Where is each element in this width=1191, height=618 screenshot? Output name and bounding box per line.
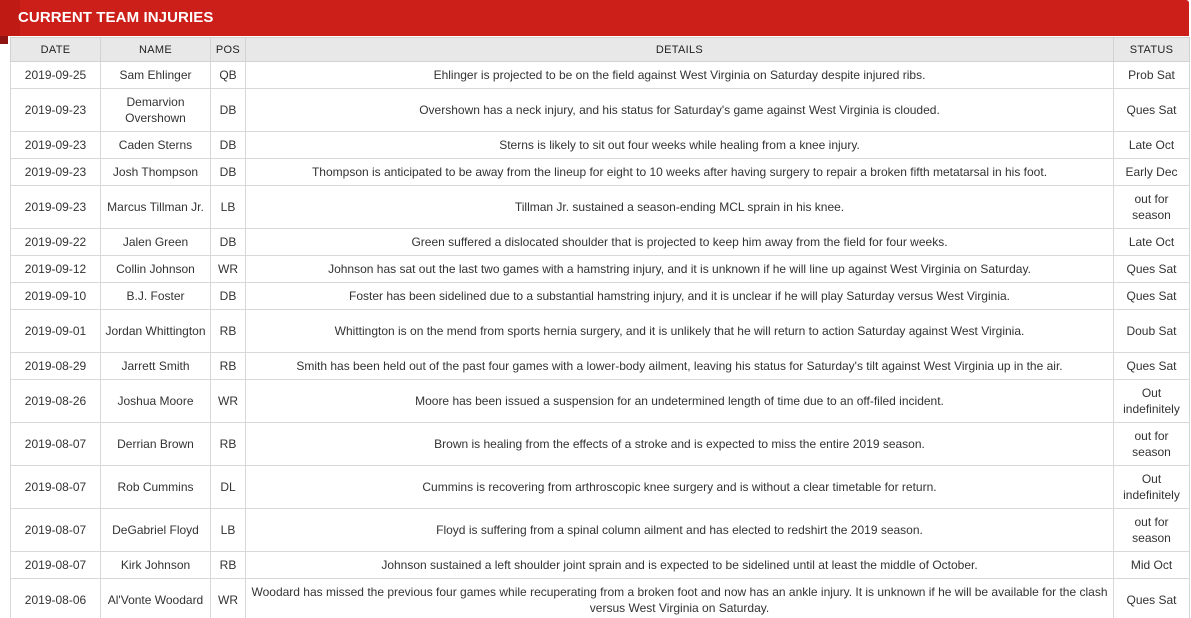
- row-player-name[interactable]: Caden Sterns: [101, 132, 211, 159]
- row-date: 2019-09-23: [11, 132, 101, 159]
- row-status: out for season: [1114, 509, 1190, 552]
- table-row: [11, 62, 1190, 89]
- row-player-name[interactable]: Sam Ehlinger: [101, 62, 211, 89]
- row-details: Green suffered a dislocated shoulder that is projected to keep him away from the field for four weeks.: [246, 229, 1114, 256]
- row-position: LB: [211, 186, 246, 229]
- row-status: Ques Sat: [1114, 256, 1190, 283]
- row-position: WR: [211, 380, 246, 423]
- column-header-details[interactable]: DETAILS: [246, 38, 1114, 62]
- table-row: [11, 186, 1190, 229]
- row-details: Woodard has missed the previous four games while recuperating from a broken foot and now has an ankle injury. It is unknown if he will be available for the clash versus West Virginia on Saturday.: [246, 579, 1114, 618]
- row-status: Ques Sat: [1114, 283, 1190, 310]
- row-player-name[interactable]: Jordan Whittington: [101, 310, 211, 353]
- row-details: Johnson sustained a left shoulder joint sprain and is expected to be sidelined until at least the middle of October.: [246, 552, 1114, 579]
- table-row: [11, 229, 1190, 256]
- row-player-name[interactable]: Kirk Johnson: [101, 552, 211, 579]
- row-player-name[interactable]: B.J. Foster: [101, 283, 211, 310]
- row-date: 2019-09-10: [11, 283, 101, 310]
- row-position: RB: [211, 552, 246, 579]
- row-position: DB: [211, 132, 246, 159]
- table-row: [11, 89, 1190, 132]
- injuries-table: [10, 37, 1190, 618]
- table-row: [11, 552, 1190, 579]
- row-date: 2019-09-23: [11, 89, 101, 132]
- row-position: LB: [211, 509, 246, 552]
- row-details: Johnson has sat out the last two games with a hamstring injury, and it is unknown if he will line up against West Virginia on Saturday.: [246, 256, 1114, 283]
- row-position: DB: [211, 229, 246, 256]
- table-row: [11, 310, 1190, 353]
- row-position: RB: [211, 353, 246, 380]
- column-header-status[interactable]: STATUS: [1114, 38, 1190, 62]
- panel-banner: [0, 0, 1189, 36]
- table-row: [11, 466, 1190, 509]
- row-details: Cummins is recovering from arthroscopic knee surgery and is without a clear timetable for return.: [246, 466, 1114, 509]
- row-status: Ques Sat: [1114, 353, 1190, 380]
- row-position: WR: [211, 579, 246, 618]
- row-status: Ques Sat: [1114, 579, 1190, 618]
- row-player-name[interactable]: Rob Cummins: [101, 466, 211, 509]
- row-date: 2019-08-07: [11, 423, 101, 466]
- banner-notch: [0, 36, 8, 44]
- row-details: Sterns is likely to sit out four weeks while healing from a knee injury.: [246, 132, 1114, 159]
- row-status: out for season: [1114, 186, 1190, 229]
- table-row: [11, 509, 1190, 552]
- row-player-name[interactable]: Josh Thompson: [101, 159, 211, 186]
- row-date: 2019-08-06: [11, 579, 101, 618]
- table-row: [11, 423, 1190, 466]
- row-status: Ques Sat: [1114, 89, 1190, 132]
- table-row: [11, 353, 1190, 380]
- row-position: DB: [211, 159, 246, 186]
- row-player-name[interactable]: Jalen Green: [101, 229, 211, 256]
- table-header-row: [11, 38, 1190, 62]
- row-status: Out indefinitely: [1114, 466, 1190, 509]
- row-player-name[interactable]: Derrian Brown: [101, 423, 211, 466]
- row-details: Ehlinger is projected to be on the field against West Virginia on Saturday despite injured ribs.: [246, 62, 1114, 89]
- row-status: Doub Sat: [1114, 310, 1190, 353]
- row-date: 2019-09-01: [11, 310, 101, 353]
- row-date: 2019-08-29: [11, 353, 101, 380]
- row-player-name[interactable]: Marcus Tillman Jr.: [101, 186, 211, 229]
- row-position: RB: [211, 423, 246, 466]
- row-status: Out indefinitely: [1114, 380, 1190, 423]
- row-date: 2019-08-07: [11, 466, 101, 509]
- row-date: 2019-09-23: [11, 186, 101, 229]
- row-details: Floyd is suffering from a spinal column ailment and has elected to redshirt the 2019 season.: [246, 509, 1114, 552]
- panel-title: CURRENT TEAM INJURIES: [18, 9, 214, 26]
- row-status: Mid Oct: [1114, 552, 1190, 579]
- row-player-name[interactable]: Demarvion Overshown: [101, 89, 211, 132]
- row-date: 2019-09-22: [11, 229, 101, 256]
- table-row: [11, 380, 1190, 423]
- row-details: Overshown has a neck injury, and his status for Saturday's game against West Virginia is clouded.: [246, 89, 1114, 132]
- row-position: DB: [211, 89, 246, 132]
- row-status: Early Dec: [1114, 159, 1190, 186]
- table-row: [11, 579, 1190, 618]
- table-row: [11, 256, 1190, 283]
- banner-tab: [0, 0, 20, 36]
- row-date: 2019-09-12: [11, 256, 101, 283]
- row-details: Brown is healing from the effects of a stroke and is expected to miss the entire 2019 season.: [246, 423, 1114, 466]
- row-details: Moore has been issued a suspension for an undetermined length of time due to an off-filed incident.: [246, 380, 1114, 423]
- row-status: Late Oct: [1114, 132, 1190, 159]
- table-row: [11, 283, 1190, 310]
- row-position: QB: [211, 62, 246, 89]
- column-header-name[interactable]: NAME: [101, 38, 211, 62]
- row-date: 2019-09-25: [11, 62, 101, 89]
- row-position: RB: [211, 310, 246, 353]
- row-status: Late Oct: [1114, 229, 1190, 256]
- column-header-date[interactable]: DATE: [11, 38, 101, 62]
- row-details: Smith has been held out of the past four games with a lower-body ailment, leaving his status for Saturday's tilt against West Virginia up in the air.: [246, 353, 1114, 380]
- table-row: [11, 159, 1190, 186]
- column-header-pos[interactable]: POS: [211, 38, 246, 62]
- row-position: WR: [211, 256, 246, 283]
- row-date: 2019-08-07: [11, 552, 101, 579]
- row-position: DB: [211, 283, 246, 310]
- row-details: Tillman Jr. sustained a season-ending MCL sprain in his knee.: [246, 186, 1114, 229]
- row-details: Whittington is on the mend from sports hernia surgery, and it is unlikely that he will return to action Saturday against West Virginia.: [246, 310, 1114, 353]
- row-status: Prob Sat: [1114, 62, 1190, 89]
- row-position: DL: [211, 466, 246, 509]
- row-date: 2019-09-23: [11, 159, 101, 186]
- table-row: [11, 132, 1190, 159]
- row-player-name[interactable]: Al'Vonte Woodard: [101, 579, 211, 618]
- row-details: Foster has been sidelined due to a substantial hamstring injury, and it is unclear if he will play Saturday versus West Virginia.: [246, 283, 1114, 310]
- row-player-name[interactable]: Collin Johnson: [101, 256, 211, 283]
- row-status: out for season: [1114, 423, 1190, 466]
- row-player-name[interactable]: Jarrett Smith: [101, 353, 211, 380]
- row-date: 2019-08-07: [11, 509, 101, 552]
- row-details: Thompson is anticipated to be away from the lineup for eight to 10 weeks after having surgery to repair a broken fifth metatarsal in his foot.: [246, 159, 1114, 186]
- row-date: 2019-08-26: [11, 380, 101, 423]
- row-player-name[interactable]: Joshua Moore: [101, 380, 211, 423]
- row-player-name[interactable]: DeGabriel Floyd: [101, 509, 211, 552]
